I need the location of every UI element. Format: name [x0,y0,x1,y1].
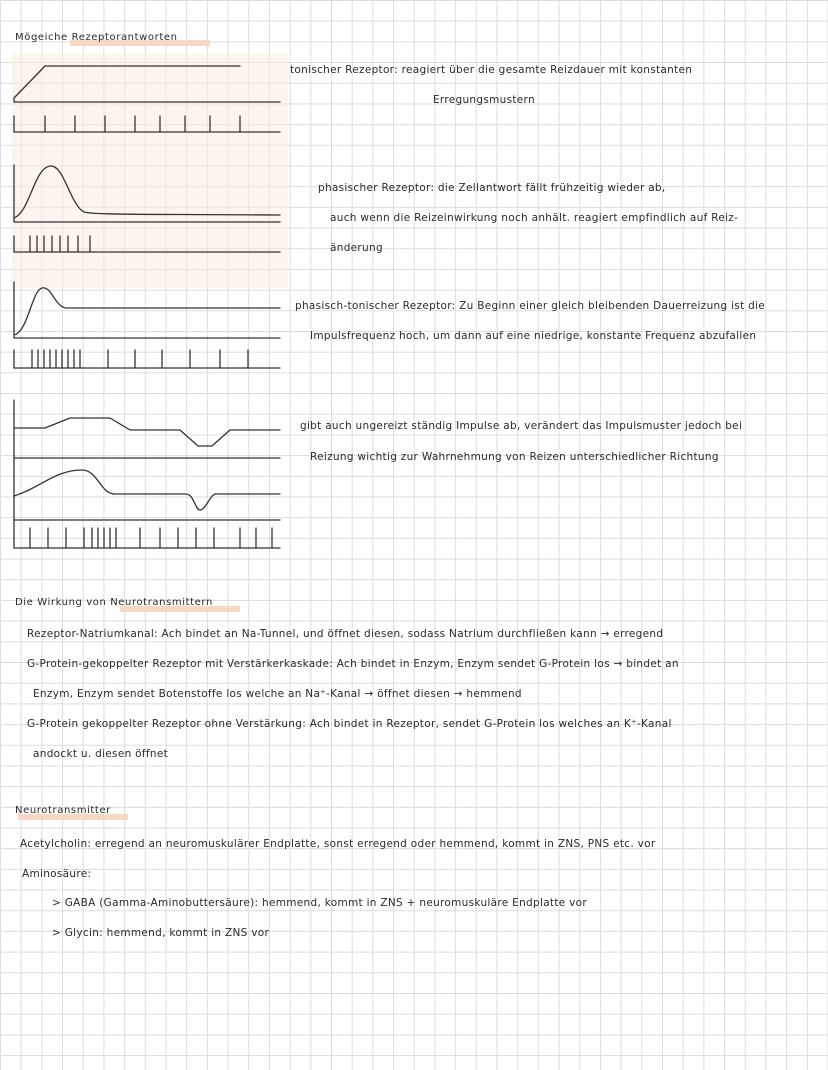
tonic-description-line2: Erregungsmustern [433,94,535,106]
phasic-response-curve [14,166,280,218]
phasic-tonic-spikes [32,350,248,368]
tonic-spikes [45,116,240,132]
effect-item-g-protein-cascade-line1: G-Protein-gekoppelter Rezeptor mit Verstärkerkaskade: Ach bindet in Enzym, Enzym sendet G-Protein los → bindet an [27,658,679,670]
spontaneous-response-curve [14,470,280,510]
section-heading-neurotransmitters: Neurotransmitter [15,805,111,816]
tonic-stimulus-curve [14,66,240,102]
effect-item-g-protein-direct-line2: andockt u. diesen öffnet [33,748,169,760]
section-heading-neurotransmitter-effect: Die Wirkung von Neurotransmittern [15,597,213,608]
diagram-spontaneous [14,400,280,548]
diagram-phasic-tonic [14,282,280,368]
phasic-tonic-description-line2: Impulsfrequenz hoch, um dann auf eine niedrige, konstante Frequenz abzufallen [310,330,757,342]
diagram-phasic [14,165,280,252]
phasic-description-line1: phasischer Rezeptor: die Zellantwort fällt frühzeitig wieder ab, [318,182,666,194]
tonic-description-line1: tonischer Rezeptor: reagiert über die gesamte Reizdauer mit konstanten [290,64,693,76]
spontaneous-description-line2: Reizung wichtig zur Wahrnehmung von Reizen unterschiedlicher Richtung [310,451,719,463]
phasic-tonic-response-curve [14,288,280,335]
spontaneous-description-line1: gibt auch ungereizt ständig Impulse ab, verändert das Impulsmuster jedoch bei [300,420,743,432]
effect-item-g-protein-cascade-line2: Enzym, Enzym sendet Botenstoffe los welche an Na⁺-Kanal → öffnet diesen → hemmend [33,688,522,700]
transmitter-amino-acids: Aminosäure: [22,868,92,880]
spontaneous-stimulus-curve [14,418,280,446]
section-heading-receptor-responses: Mögeiche Rezeptorantworten [15,32,178,43]
phasic-description-line3: änderung [330,242,383,254]
diagram-tonic [14,66,280,132]
transmitter-glycin: > Glycin: hemmend, kommt in ZNS vor [52,927,270,939]
transmitter-acetylcholine: Acetylcholin: erregend an neuromuskulärer Endplatte, sonst erregend oder hemmend, kommt in ZNS, PNS etc. vor [20,838,656,850]
spontaneous-spikes [30,528,272,548]
phasic-tonic-description-line1: phasisch-tonischer Rezeptor: Zu Beginn einer gleich bleibenden Dauerreizung ist die [295,300,766,312]
phasic-description-line2: auch wenn die Reizeinwirkung noch anhält. reagiert empfindlich auf Reiz- [330,212,739,224]
effect-item-g-protein-direct-line1: G-Protein gekoppelter Rezeptor ohne Verstärkung: Ach bindet in Rezeptor, sendet G-Protein los welches an K⁺-Kanal [27,718,672,730]
effect-item-sodium-channel: Rezeptor-Natriumkanal: Ach bindet an Na-Tunnel, und öffnet diesen, sodass Natrium durchfließen kann → erregend [27,628,664,640]
transmitter-gaba: > GABA (Gamma-Aminobuttersäure): hemmend, kommt in ZNS + neuromuskuläre Endplatte vor [52,897,588,909]
phasic-spikes [30,236,90,252]
